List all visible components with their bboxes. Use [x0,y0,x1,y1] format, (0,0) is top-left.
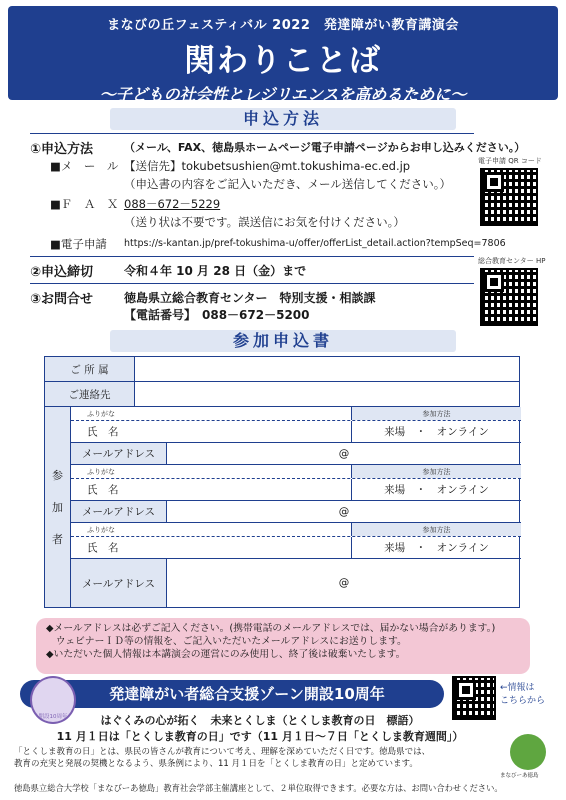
qr1-caption: 電子申請 QR コード [478,157,542,165]
furigana-label: ふりがな [87,467,115,476]
header-banner [8,6,558,104]
fax-label: ■Ｆ Ａ Ｘ [50,197,119,211]
qr-code-icon[interactable] [480,268,538,326]
furigana-label: ふりがな [87,409,115,418]
email-field[interactable]: @ [338,447,350,460]
footer-desc-2: 教育の充実と発展の契機となるよう、県条例により、11 月１日を「とくしま教育の日」と定めています。 [14,759,418,769]
affiliation-label: ご 所 属 [45,357,135,381]
divider [30,133,474,134]
divider [30,283,474,284]
mail-label: ■メ ー ル [50,159,119,173]
furigana-label: ふりがな [87,525,115,534]
qr-code-icon[interactable] [480,168,538,226]
method-text: （メール、FAX、徳島県ホームページ電子申請ページからお申し込みください。） [124,141,526,154]
notes-box [36,618,530,674]
email-label: メールアドレス [71,559,167,607]
note-line: ウェビナーＩＤ等の情報を、ご記入いただいたメールアドレスにお送りします。 [46,636,407,647]
zone-banner: 発達障がい者総合支援ゾーン開設10周年 [20,680,444,708]
email-label: メールアドレス [71,501,167,522]
footer-desc-1: 「とくしま教育の日」とは、県民の皆さんが教育について考え、理解を深めていただく日です。徳島県では、 [14,747,431,757]
contact-label: ③お問合せ [30,292,94,307]
web-url-link[interactable]: https://s-kantan.jp/pref-tokushima-u/offer/offerList_detail.action?tempSeq=7806 [124,238,506,249]
footer-education-day: 11 月１日は「とくしま教育の日」です（11 月１日～７日「とくしま教育週間」） [56,730,464,743]
contact-label: ご連絡先 [45,382,135,406]
email-field[interactable]: @ [338,505,350,518]
mail-note: （申込書の内容をご記入いただき、メール送信してください。） [124,177,452,191]
deadline-label: ②申込締切 [30,265,94,280]
info-link[interactable]: ←情報は こちらから [500,683,546,706]
contact-value: 徳島県立総合教育センター 特別支援・相談課 [124,291,376,305]
mail-address-link[interactable]: 【送信先】tokubetsushien@mt.tokushima-ec.ed.jp [124,159,411,173]
seal-text: 開設10周年 [38,714,68,720]
method-choice[interactable]: 来場 ・ オンライン [351,421,521,442]
page-subtitle: 〜子どもの社会性とレジリエンスを高めるために〜 [99,85,467,104]
method-header: 参加方法 [351,465,521,478]
email-field[interactable]: @ [338,577,350,589]
name-label: 氏 名 [87,426,119,438]
contact-field[interactable] [135,382,519,406]
method-header: 参加方法 [351,523,521,536]
method-header: 参加方法 [351,407,521,420]
page-title: 関わりことば [184,43,382,79]
footer-credit: 徳島県立総合大学校「まなびーあ徳島」教育社会学部主催講座として、２単位取得できます。必要な方は、お問い合わせください。 [14,783,503,793]
festival-title: まなびの丘フェスティバル 2022 発達障がい教育講演会 [107,18,459,33]
mascot-icon [510,734,546,770]
name-label: 氏 名 [87,484,119,496]
affiliation-field[interactable] [135,357,519,381]
footer-motto: はぐくみの心が拓く 未来とくしま（とくしま教育の日 標語） [100,714,420,727]
deadline-value: 令和４年 10 月 28 日（金）まで [124,264,307,278]
note-line: ◆いただいた個人情報は本講演会の運営にのみ使用し、終了後は破棄いたします。 [46,649,406,660]
method-banner: 申込方法 [110,108,456,130]
mascot-caption: まなびーあ徳島 [500,773,539,779]
qr2-caption: 総合教育センター HP [478,257,546,265]
note-line: ◆メールアドレスは必ずご記入ください。(携帯電話のメールアドレスでは、届かない場合があります。) [46,623,496,634]
fax-number: 088－672－5229 [124,197,221,211]
method-choice[interactable]: 来場 ・ オンライン [351,479,521,500]
method-choice[interactable]: 来場 ・ オンライン [351,537,521,558]
application-form [44,356,520,608]
method-label: ①申込方法 [30,142,94,157]
web-label: ■電子申請 [50,237,107,251]
phone-value: 【電話番号】 088－672－5200 [124,308,310,322]
email-label: メールアドレス [71,443,167,464]
form-banner: 参加申込書 [110,330,456,352]
fax-note: （送り状は不要です。誤送信にお気を付けください。） [124,215,405,229]
participants-label: 参 加 者 [45,407,71,607]
divider [30,256,474,257]
name-label: 氏 名 [87,542,119,554]
